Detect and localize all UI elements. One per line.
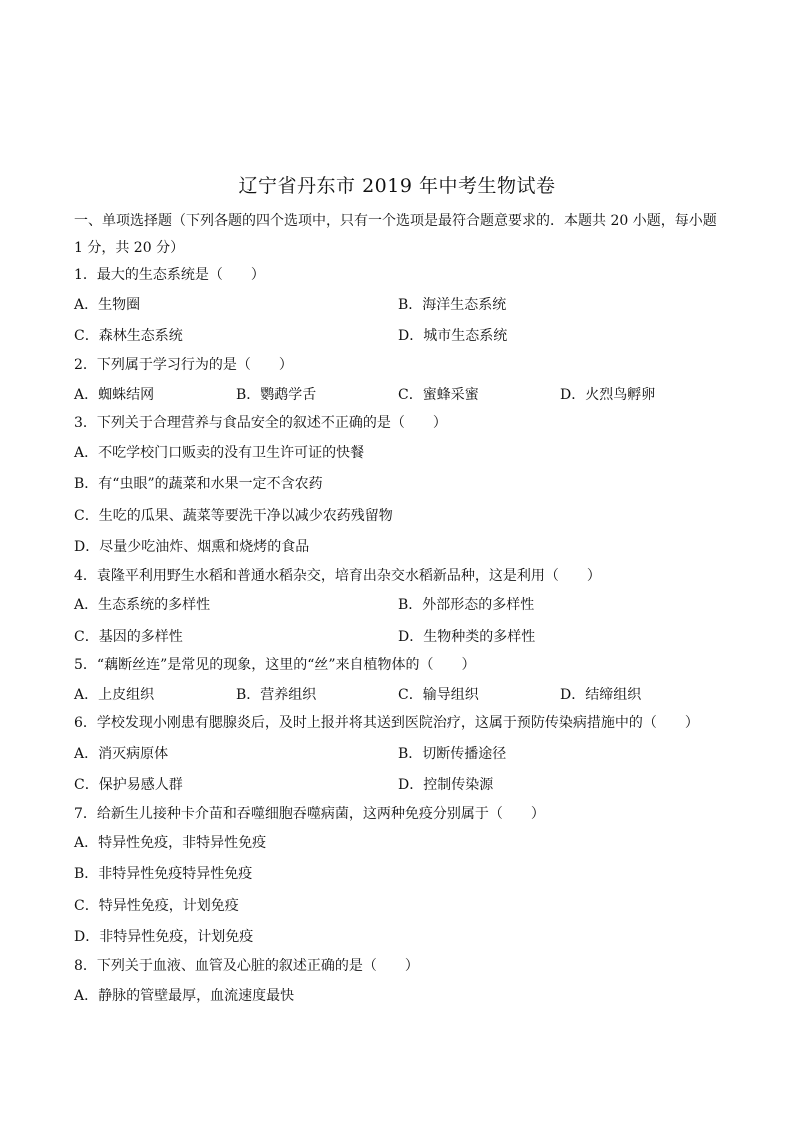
question-1-option-b: B．海洋生态系统 — [398, 297, 507, 313]
page-title: 辽宁省丹东市 2019 年中考生物试卷 — [238, 175, 556, 197]
question-1-stem: 1．最大的生态系统是（ ） — [74, 267, 265, 283]
question-5-option-b: B．营养组织 — [236, 687, 317, 703]
question-5-option-c: C．输导组织 — [398, 687, 479, 703]
question-5-option-d: D．结缔组织 — [560, 687, 642, 703]
question-2-option-c: C．蜜蜂采蜜 — [398, 387, 479, 403]
question-3-option-c: C．生吃的瓜果、蔬菜等要洗干净以减少农药残留物 — [74, 508, 393, 524]
question-5-option-a: A．上皮组织 — [74, 687, 155, 703]
question-6-option-b: B．切断传播途径 — [398, 746, 507, 762]
question-1-option-a: A．生物圈 — [74, 297, 141, 313]
question-3-option-a: A．不吃学校门口贩卖的没有卫生许可证的快餐 — [74, 445, 365, 461]
question-6-option-c: C．保护易感人群 — [74, 777, 183, 793]
question-7-option-b: B．非特异性免疫特异性免疫 — [74, 866, 253, 882]
question-6-option-d: D．控制传染源 — [398, 777, 494, 793]
question-7-option-c: C．特异性免疫，计划免疫 — [74, 898, 239, 914]
question-8-option-a: A．静脉的管壁最厚，血流速度最快 — [74, 988, 295, 1004]
section-heading-line-2: 1 分，共 20 分） — [74, 240, 185, 256]
question-6-stem: 6．学校发现小刚患有腮腺炎后，及时上报并将其送到医院治疗，这属于预防传染病措施中的（ ） — [74, 715, 699, 731]
question-2-option-a: A．蜘蛛结网 — [74, 387, 155, 403]
question-2-option-b: B．鹦鹉学舌 — [236, 387, 317, 403]
question-4-option-b: B．外部形态的多样性 — [398, 597, 535, 613]
question-1-option-c: C．森林生态系统 — [74, 328, 183, 344]
question-4-option-a: A．生态系统的多样性 — [74, 597, 211, 613]
question-1-option-d: D．城市生态系统 — [398, 328, 508, 344]
question-3-option-b: B．有“虫眼”的蔬菜和水果一定不含农药 — [74, 476, 323, 492]
question-2-stem: 2．下列属于学习行为的是（ ） — [74, 357, 293, 373]
question-6-option-a: A．消灭病原体 — [74, 746, 169, 762]
question-4-option-d: D．生物种类的多样性 — [398, 629, 536, 645]
question-5-stem: 5．“藕断丝连”是常见的现象，这里的“丝”来自植物体的（ ） — [74, 657, 476, 673]
question-3-stem: 3．下列关于合理营养与食品安全的叙述不正确的是（ ） — [74, 415, 447, 431]
section-heading-line-1: 一、单项选择题（下列各题的四个选项中，只有一个选项是最符合题意要求的．本题共 20 小题，每小题 — [74, 213, 717, 229]
question-7-stem: 7．给新生儿接种卡介苗和吞噬细胞吞噬病菌，这两种免疫分别属于（ ） — [74, 806, 545, 822]
question-7-option-d: D．非特异性免疫，计划免疫 — [74, 929, 254, 945]
question-7-option-a: A．特异性免疫，非特异性免疫 — [74, 835, 267, 851]
question-3-option-d: D．尽量少吃油炸、烟熏和烧烤的食品 — [74, 539, 310, 555]
question-4-option-c: C．基因的多样性 — [74, 629, 183, 645]
question-2-option-d: D．火烈鸟孵卵 — [560, 387, 656, 403]
question-4-stem: 4．袁隆平利用野生水稻和普通水稻杂交，培育出杂交水稻新品种，这是利用（ ） — [74, 568, 601, 584]
question-8-stem: 8．下列关于血液、血管及心脏的叙述正确的是（ ） — [74, 958, 419, 974]
